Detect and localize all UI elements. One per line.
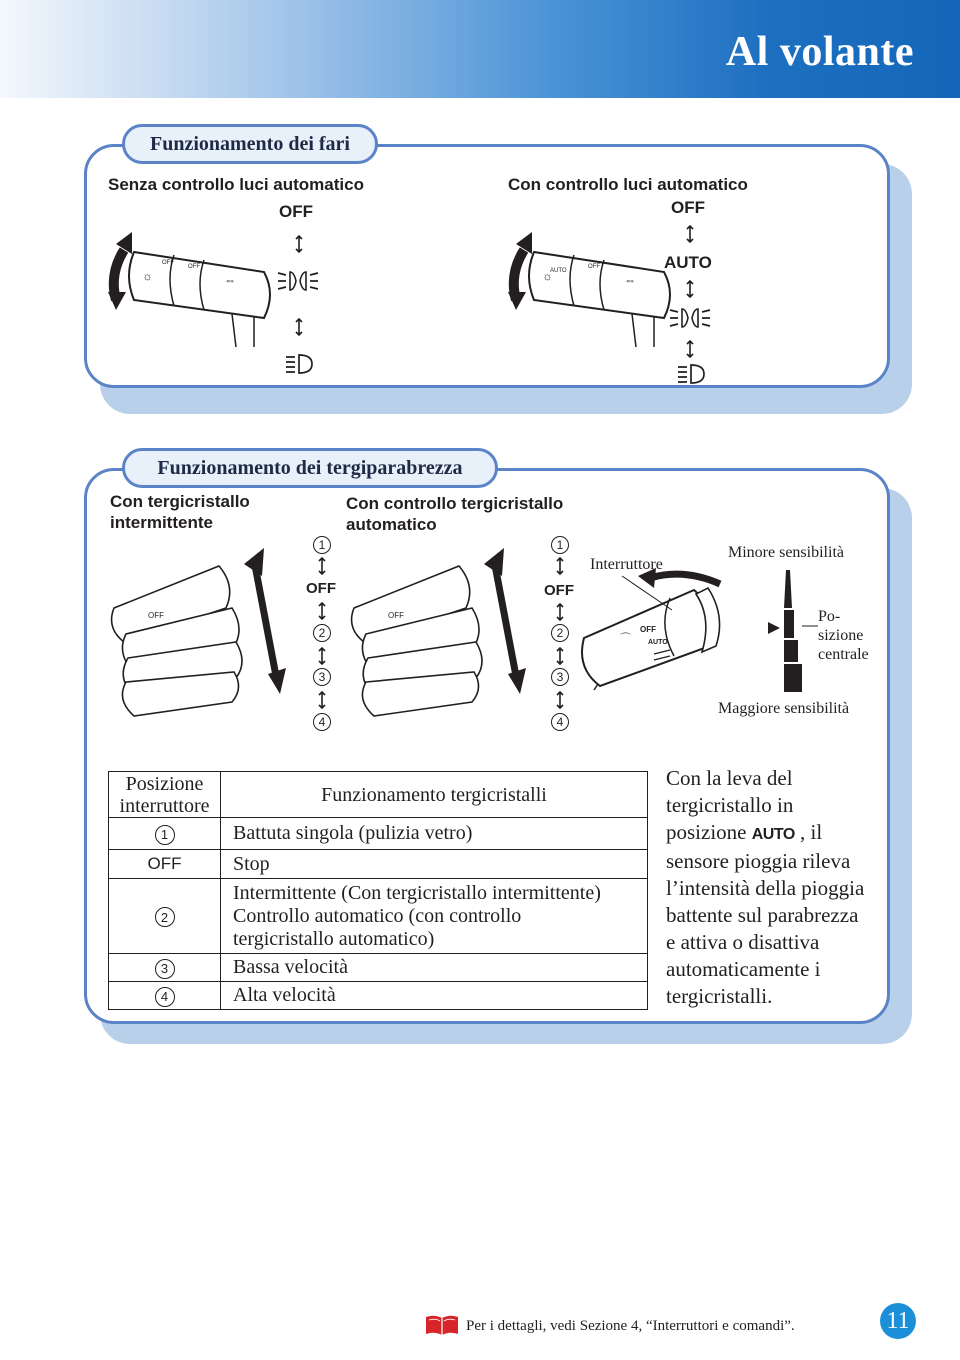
- updown-arrow-icon: [555, 557, 565, 575]
- table-cell-function-line-2: Controllo automatico (con controllo: [233, 904, 522, 927]
- position-off-label: OFF: [544, 582, 574, 599]
- headlights-tab: Funzionamento dei fari: [122, 124, 378, 164]
- svg-text:⌒: ⌒: [620, 633, 631, 645]
- table-cell-position: OFF: [109, 850, 221, 879]
- wiper-function-table: [108, 771, 648, 1010]
- auto-wiper-description: [666, 765, 888, 1010]
- table-row: [109, 850, 648, 879]
- description-line: tergicristallo in: [666, 793, 794, 817]
- description-line: battente sul parabrezza: [666, 903, 859, 927]
- center-position-label-2: sizione: [818, 627, 864, 644]
- table-cell-function: Bassa velocità: [221, 954, 648, 982]
- updown-arrow-icon: [317, 691, 327, 709]
- updown-arrow-icon: [294, 318, 304, 336]
- table-header-position-line-2: interruttore: [119, 794, 210, 817]
- footer-reference-note: Per i dettagli, vedi Sezione 4, “Interruttori e comandi”.: [466, 1318, 795, 1334]
- updown-arrow-icon: [555, 603, 565, 621]
- svg-text:AUTO: AUTO: [550, 268, 567, 274]
- table-cell-function-line-3: tergicristallo automatico): [233, 927, 435, 950]
- wipers-tab: Funzionamento dei tergiparabrezza: [122, 448, 498, 488]
- table-row: [109, 954, 648, 982]
- svg-text:OFF: OFF: [162, 260, 174, 266]
- position-4-marker: 4: [551, 713, 569, 731]
- position-3-marker: 3: [551, 668, 569, 686]
- updown-arrow-icon: [685, 280, 695, 298]
- headlights-right-off: OFF: [671, 198, 705, 217]
- wipers-right-title-1: Con controllo tergicristallo: [346, 494, 564, 513]
- position-3-marker: 3: [313, 668, 331, 686]
- center-position-label-3: centrale: [818, 646, 869, 663]
- svg-text:OFF: OFF: [188, 264, 200, 270]
- position-4-marker: 4: [155, 987, 175, 1007]
- svg-text:☼: ☼: [542, 269, 553, 283]
- page-number-badge: 11: [880, 1303, 916, 1339]
- position-2-marker: 2: [551, 624, 569, 642]
- table-header-position-line-1: Posizione: [125, 772, 204, 795]
- less-sensitivity-label: Minore sensibilità: [728, 544, 844, 561]
- page-title: Al volante: [725, 29, 914, 75]
- table-cell-function-line-1: Intermittente (Con tergicristallo intermittente): [233, 881, 601, 904]
- wipers-right-title-2: automatico: [346, 515, 437, 534]
- description-line: l’intensità della pioggia: [666, 876, 865, 900]
- headlights-right-auto: AUTO: [664, 253, 712, 272]
- table-cell-position: [109, 982, 221, 1010]
- switch-callout-label: Interruttore: [590, 556, 663, 573]
- updown-arrow-icon: [317, 557, 327, 575]
- wipers-left-title-2: intermittente: [110, 513, 213, 532]
- headlight-lever-left-icon: [104, 222, 274, 352]
- table-cell-position: [109, 879, 221, 954]
- svg-text:⇔: ⇔: [624, 273, 636, 287]
- sensitivity-scale-icon: [766, 568, 826, 694]
- wipers-left-title-1: Con tergicristallo: [110, 492, 250, 511]
- more-sensitivity-label: Maggiore sensibilità: [718, 700, 850, 717]
- description-line: sensore pioggia rileva: [666, 849, 851, 873]
- updown-arrow-icon: [294, 235, 304, 253]
- svg-text:OFF: OFF: [640, 625, 656, 634]
- table-header-function: Funzionamento tergicristalli: [221, 772, 648, 818]
- headlight-lever-right-icon: [504, 222, 674, 352]
- position-4-marker: 4: [313, 713, 331, 731]
- wiper-hand-left-icon: [104, 546, 294, 726]
- updown-arrow-icon: [685, 225, 695, 243]
- parking-light-icon: [668, 305, 712, 331]
- table-header-position: [109, 772, 221, 818]
- svg-text:☼: ☼: [142, 269, 153, 283]
- position-2-marker: 2: [155, 907, 175, 927]
- description-line: e attiva o disattiva: [666, 930, 820, 954]
- svg-text:OFF: OFF: [148, 611, 164, 620]
- page-header: [0, 0, 960, 98]
- table-row: [109, 818, 648, 850]
- table-row: [109, 879, 648, 954]
- table-cell-function: Battuta singola (pulizia vetro): [221, 818, 648, 850]
- callout-leader-icon: [620, 574, 680, 614]
- updown-arrow-icon: [685, 340, 695, 358]
- headlights-left-off: OFF: [279, 202, 313, 221]
- position-2-marker: 2: [313, 624, 331, 642]
- svg-text:AUTO: AUTO: [648, 639, 668, 646]
- description-line: Con la leva del: [666, 766, 793, 790]
- headlight-icon: [284, 352, 316, 376]
- svg-text:OFF: OFF: [588, 264, 600, 270]
- position-1-marker: 1: [313, 536, 331, 554]
- table-cell-position: [109, 954, 221, 982]
- position-3-marker: 3: [155, 959, 175, 979]
- table-cell-function: [221, 879, 648, 954]
- parking-light-icon: [276, 268, 320, 294]
- center-position-label-1: Po-: [818, 608, 841, 625]
- book-icon: [425, 1314, 459, 1336]
- updown-arrow-icon: [317, 602, 327, 620]
- updown-arrow-icon: [555, 691, 565, 709]
- position-1-marker: 1: [551, 536, 569, 554]
- auto-glyph: AUTO: [751, 826, 795, 843]
- description-line: automaticamente i: [666, 957, 821, 981]
- headlights-left-title: Senza controllo luci automatico: [108, 175, 364, 194]
- updown-arrow-icon: [555, 647, 565, 665]
- description-text: , il: [794, 820, 823, 844]
- headlight-icon: [676, 362, 708, 386]
- wiper-hand-right-icon: [344, 546, 534, 726]
- position-1-marker: 1: [155, 825, 175, 845]
- description-text: posizione: [666, 820, 752, 844]
- table-cell-function: Stop: [221, 850, 648, 879]
- table-cell-position: [109, 818, 221, 850]
- description-line: tergicristalli.: [666, 984, 773, 1008]
- table-row: [109, 982, 648, 1010]
- description-line: [666, 819, 888, 848]
- svg-text:⇔: ⇔: [224, 273, 236, 287]
- position-off-label: OFF: [306, 580, 336, 597]
- table-header-row: [109, 772, 648, 818]
- headlights-right-title: Con controllo luci automatico: [508, 175, 748, 194]
- updown-arrow-icon: [317, 647, 327, 665]
- svg-text:OFF: OFF: [388, 611, 404, 620]
- table-cell-function: Alta velocità: [221, 982, 648, 1010]
